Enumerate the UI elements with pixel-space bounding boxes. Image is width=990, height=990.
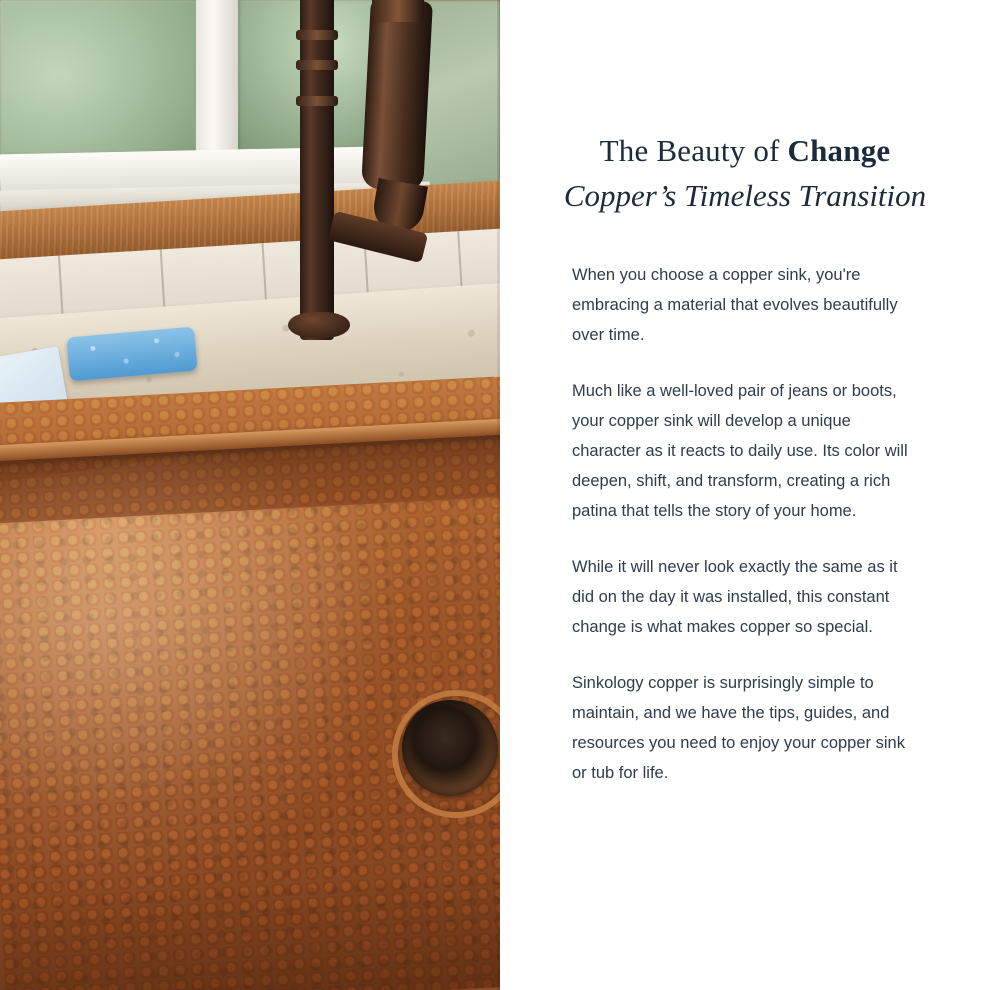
faucet-ring [296, 60, 338, 70]
headline-line-1-emphasis: Change [787, 133, 891, 168]
sink-light-reflection [0, 432, 402, 827]
faucet-ring [296, 30, 338, 40]
paragraph: Much like a well-loved pair of jeans or boots, your copper sink will develop a unique character as it reacts to daily use. Its color will deepen, shift, and transform, creating a rich patina that tells the story of your home. [572, 381, 908, 520]
paragraph: Sinkology copper is surprisingly simple to maintain, and we have the tips, guides, and resources you need to enjoy your copper sink or tub for life. [572, 673, 905, 782]
headline-line-2: Copper’s Timeless Transition [563, 177, 927, 213]
faucet-ring [296, 96, 338, 106]
faucet-column [300, 0, 334, 340]
paragraph: While it will never look exactly the same as it did on the day it was installed, this constant change is what makes copper so special. [572, 557, 898, 636]
headline-block [500, 0, 990, 216]
body-copy [572, 260, 922, 788]
faucet-spray-head-collar [372, 0, 424, 22]
faucet-base [288, 312, 350, 338]
headline-line-1-plain: The Beauty of [599, 133, 788, 168]
faucet-spray-head [361, 0, 433, 191]
headline-line-1 [500, 132, 990, 171]
text-panel [500, 0, 990, 990]
paragraph: When you choose a copper sink, you're embracing a material that evolves beautifully over time. [572, 265, 898, 344]
